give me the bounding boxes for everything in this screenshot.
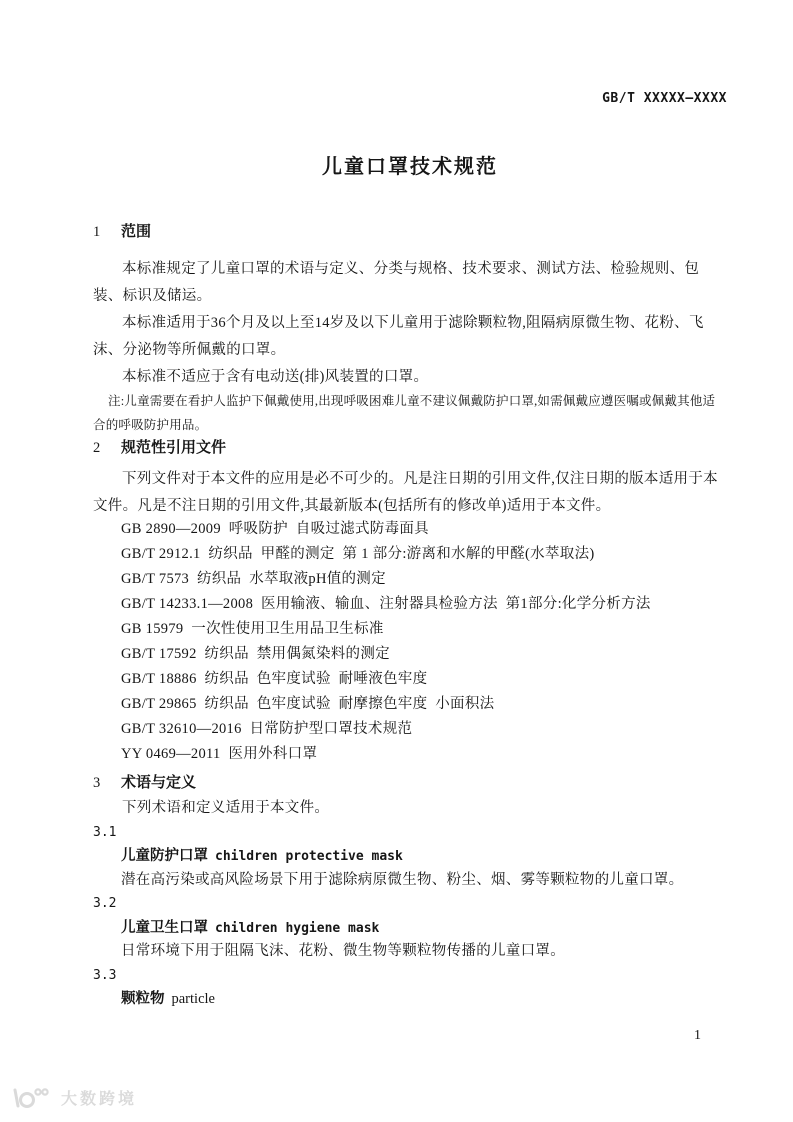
doc-code: GB/T XXXXX—XXXX (602, 91, 727, 106)
page-title: 儿童口罩技术规范 (322, 156, 498, 178)
section-3-heading (93, 772, 727, 794)
term-number: 3.3 (93, 967, 117, 983)
reference-item: GB 15979 一次性使用卫生用品卫生标准 (121, 621, 384, 637)
watermark-logo-icon (10, 1087, 56, 1109)
reference-item: GB/T 29865 纺织品 色牢度试验 耐摩擦色牢度 小面积法 (121, 696, 495, 712)
term-title (93, 844, 727, 869)
note-text: 注:儿童需要在看护人监护下佩戴使用,出现呼吸困难儿童不建议佩戴防护口罩,如需佩戴应遵医嘱或佩戴其他适合的呼吸防护用品。 (93, 394, 716, 432)
reference-item: GB/T 18886 纺织品 色牢度试验 耐唾液色牢度 (121, 671, 428, 687)
watermark-text: 大数跨境 (61, 1091, 138, 1108)
paragraph: 本标准适用于36个月及以上至14岁及以下儿童用于滤除颗粒物,阻隔病原微生物、花粉、飞沫、分泌物等所佩戴的口罩。 (93, 315, 704, 358)
paragraph: 本标准规定了儿童口罩的术语与定义、分类与规格、技术要求、测试方法、检验规则、包装、标识及储运。 (93, 261, 700, 304)
watermark (10, 1086, 137, 1109)
term-zh: 儿童防护口罩 (121, 848, 208, 864)
paragraph: 下列术语和定义适用于本文件。 (122, 800, 330, 816)
section-2-title: 规范性引用文件 (121, 439, 227, 456)
reference-item: GB/T 7573 纺织品 水萃取液pH值的测定 (121, 571, 386, 587)
reference-item: GB 2890—2009 呼吸防护 自吸过滤式防毒面具 (121, 521, 429, 537)
term-en: children protective mask (215, 849, 403, 864)
term-title (93, 916, 727, 941)
section-1-title: 范围 (121, 223, 152, 240)
term-number: 3.2 (93, 896, 117, 911)
reference-item: YY 0469—2011 医用外科口罩 (121, 746, 318, 762)
term-title (93, 987, 727, 1012)
reference-item: GB/T 17592 纺织品 禁用偶氮染料的测定 (121, 646, 390, 662)
term-number: 3.1 (93, 824, 117, 840)
reference-item: GB/T 2912.1 纺织品 甲醛的测定 第 1 部分:游离和水解的甲醛(水萃取法) (121, 546, 595, 562)
term-en: particle (171, 991, 215, 1007)
reference-list (93, 517, 727, 767)
term-definition: 潜在高污染或高风险场景下用于滤除病原微生物、粉尘、烟、雾等颗粒物的儿童口罩。 (121, 871, 684, 888)
terms-section (93, 797, 727, 1012)
section-1-heading (93, 221, 727, 243)
section-2-number: 2 (93, 440, 101, 456)
section-2-heading (93, 437, 727, 459)
section-3-title: 术语与定义 (121, 774, 197, 791)
term-en: children hygiene mask (215, 920, 380, 936)
paragraph: 本标准不适应于含有电动送(排)风装置的口罩。 (122, 369, 429, 385)
term-definition: 日常环境下用于阻隔飞沫、花粉、微生物等颗粒物传播的儿童口罩。 (121, 943, 565, 959)
term-zh: 儿童卫生口罩 (121, 919, 208, 936)
section-3-number: 3 (93, 775, 101, 791)
page-number: 1 (694, 1028, 701, 1043)
reference-item: GB/T 32610—2016 日常防护型口罩技术规范 (121, 721, 413, 737)
reference-item: GB/T 14233.1—2008 医用输液、输血、注射器具检验方法 第1部分:化学分析方法 (121, 596, 651, 612)
paragraph: 下列文件对于本文件的应用是必不可少的。凡是注日期的引用文件,仅注日期的版本适用于本文件。凡是不注日期的引用文件,其最新版本(包括所有的修改单)适用于本文件。 (93, 471, 718, 514)
term-zh: 颗粒物 (121, 991, 165, 1007)
section-1-number: 1 (93, 224, 101, 240)
document-content (0, 90, 793, 1012)
